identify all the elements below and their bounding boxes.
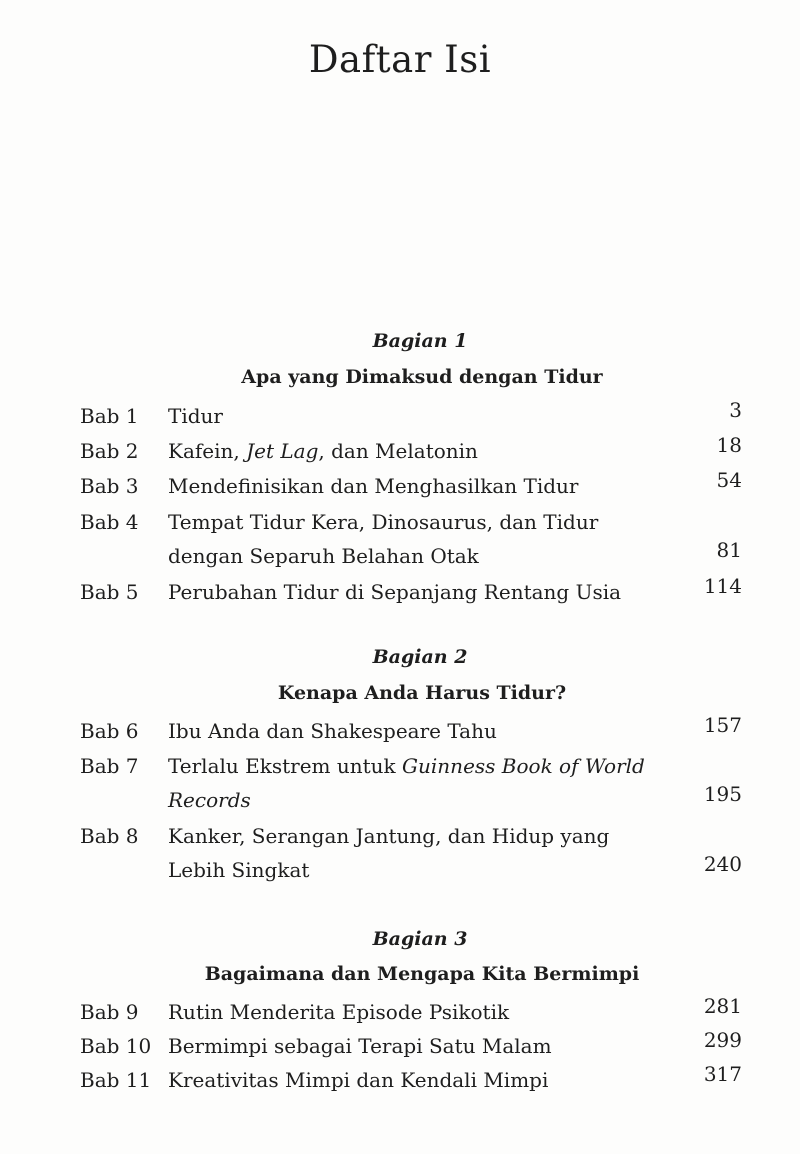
chapter-number: Bab 7 xyxy=(80,754,139,778)
part-title: Apa yang Dimaksud dengan Tidur xyxy=(241,366,603,388)
toc-entry[interactable] xyxy=(80,824,742,894)
chapter-title: Perubahan Tidur di Sepanjang Rentang Usia xyxy=(168,580,622,604)
chapter-title-line2: Lebih Singkat xyxy=(168,858,310,882)
chapter-number: Bab 10 xyxy=(80,1034,152,1058)
chapter-title-part: Kafein, xyxy=(168,439,247,463)
page-number: 317 xyxy=(703,1062,742,1086)
chapter-number: Bab 8 xyxy=(80,824,139,848)
chapter-title-italic: Jet Lag xyxy=(246,439,319,463)
toc-entry[interactable] xyxy=(80,994,742,1034)
chapter-number: Bab 2 xyxy=(80,439,139,463)
chapter-title: Bermimpi sebagai Terapi Satu Malam xyxy=(168,1034,552,1058)
chapter-title: Tempat Tidur Kera, Dinosaurus, dan Tidur xyxy=(168,510,599,534)
part-label: Bagian 3 xyxy=(372,928,468,950)
chapter-number: Bab 3 xyxy=(80,474,139,498)
toc-entry[interactable] xyxy=(80,1062,742,1102)
page-number: 157 xyxy=(703,713,742,737)
chapter-title: Mendefinisikan dan Menghasilkan Tidur xyxy=(168,474,579,498)
chapter-title-line2: Records xyxy=(168,788,251,812)
chapter-title: Ibu Anda dan Shakespeare Tahu xyxy=(168,719,497,743)
chapter-title-part: , dan Melatonin xyxy=(318,439,478,463)
chapter-title xyxy=(168,754,645,778)
page-number: 114 xyxy=(703,574,742,598)
part-title: Bagaimana dan Mengapa Kita Bermimpi xyxy=(204,963,640,985)
chapter-number: Bab 5 xyxy=(80,580,139,604)
toc-entry[interactable] xyxy=(80,713,742,753)
chapter-title xyxy=(168,439,478,463)
toc-entry[interactable] xyxy=(80,574,742,614)
chapter-title: Rutin Menderita Episode Psikotik xyxy=(168,1000,510,1024)
toc-entry[interactable] xyxy=(80,510,742,580)
chapter-title-italic: Guinness Book of World xyxy=(402,754,645,778)
chapter-title-part: Terlalu Ekstrem untuk xyxy=(168,754,403,778)
toc-entry[interactable] xyxy=(80,1028,742,1068)
part-label: Bagian 1 xyxy=(372,330,468,352)
page-number: 54 xyxy=(716,468,742,492)
toc-entry[interactable] xyxy=(80,398,742,438)
chapter-title: Kanker, Serangan Jantung, dan Hidup yang xyxy=(168,824,610,848)
chapter-number: Bab 4 xyxy=(80,510,139,534)
part-label: Bagian 2 xyxy=(372,646,468,668)
toc-entry[interactable] xyxy=(80,433,742,473)
chapter-title-line2: dengan Separuh Belahan Otak xyxy=(168,544,479,568)
page-number: 299 xyxy=(703,1028,742,1052)
chapter-number: Bab 9 xyxy=(80,1000,139,1024)
chapter-title: Kreativitas Mimpi dan Kendali Mimpi xyxy=(168,1068,549,1092)
page-number: 281 xyxy=(703,994,742,1018)
part-title: Kenapa Anda Harus Tidur? xyxy=(277,682,567,704)
page-number: 195 xyxy=(703,782,742,806)
page-number: 18 xyxy=(716,433,742,457)
page-number: 240 xyxy=(703,852,742,876)
toc-entry[interactable] xyxy=(80,754,742,824)
page-number: 81 xyxy=(716,538,742,562)
chapter-number: Bab 11 xyxy=(80,1068,152,1092)
chapter-number: Bab 6 xyxy=(80,719,139,743)
chapter-number: Bab 1 xyxy=(80,404,139,428)
toc-entry[interactable] xyxy=(80,468,742,508)
chapter-title: Tidur xyxy=(168,404,223,428)
page-title: Daftar Isi xyxy=(308,38,492,81)
page-number: 3 xyxy=(729,398,742,422)
